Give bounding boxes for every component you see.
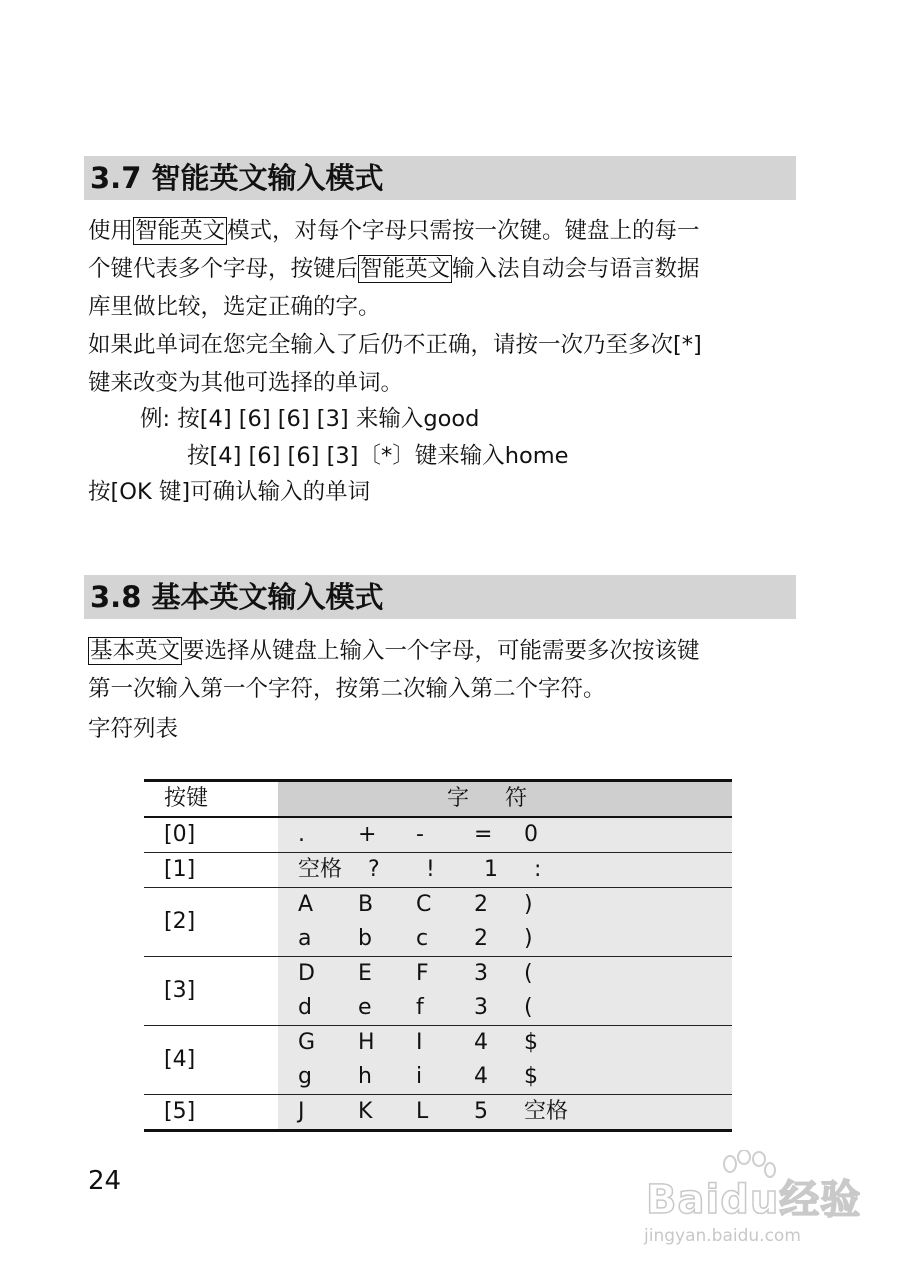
char-entry: 0: [524, 822, 538, 847]
table-row: [144, 1095, 732, 1131]
char-entry: 1: [484, 857, 498, 882]
char-entry: a: [298, 926, 312, 951]
char-entry: -: [416, 822, 424, 847]
char-entry: .: [298, 822, 305, 847]
char-entry: L: [416, 1099, 429, 1124]
example-line-2: 按[4] [6] [6] [3]〔*〕键来输入home: [187, 443, 569, 469]
char-entry: 3: [474, 961, 488, 986]
char-entry: 2: [474, 926, 488, 951]
section-3-8-body: [88, 632, 788, 748]
char-entry: B: [358, 892, 374, 917]
key-cell: [4]: [164, 1047, 196, 1072]
char-entry: d: [298, 995, 312, 1020]
paragraph-line: 库里做比较，选定正确的字。: [88, 294, 381, 320]
chars-line: [298, 1095, 732, 1129]
table-body: [144, 817, 732, 1131]
header-chars: 字符: [278, 781, 732, 818]
chars-line: [298, 922, 732, 956]
chars-cell: [278, 1026, 732, 1095]
section-3-8-heading: 3.8 基本英文输入模式: [84, 575, 796, 619]
chars-line: [298, 991, 732, 1025]
char-entry: 空格: [298, 857, 343, 882]
chars-line: [298, 957, 732, 991]
char-entry: g: [298, 1064, 312, 1089]
char-entry: G: [298, 1030, 316, 1055]
char-entry: I: [416, 1030, 423, 1055]
paragraph-line: 第一次输入第一个字符，按第二次输入第二个字符。: [88, 676, 606, 702]
paragraph-line: 键来改变为其他可选择的单词。: [88, 370, 404, 396]
key-cell: [3]: [164, 978, 196, 1003]
char-entry: $: [524, 1030, 538, 1055]
table-row: [144, 1026, 732, 1095]
char-entry: H: [358, 1030, 375, 1055]
boxed-term: 基本英文: [90, 638, 181, 664]
char-entry: 2: [474, 892, 488, 917]
char-entry: =: [474, 822, 493, 847]
chars-line: [298, 853, 732, 887]
section-3-7-heading: 3.7 智能英文输入模式: [84, 156, 796, 200]
paragraph-line: 如果此单词在您完全输入了后仍不正确，请按一次乃至多次[*]: [88, 332, 702, 358]
key-cell: [1]: [164, 857, 196, 882]
chars-cell: [278, 1095, 732, 1131]
char-entry: J: [298, 1099, 305, 1124]
confirm-line: 按[OK 键]可确认输入的单词: [88, 479, 371, 505]
chars-line: [298, 818, 732, 852]
text: 模式，对每个字母只需按一次键。键盘上的每一: [227, 218, 700, 244]
chars-line: [298, 1060, 732, 1094]
char-entry: (: [524, 961, 533, 986]
boxed-term: 智能英文: [135, 218, 226, 244]
chars-line: [298, 1026, 732, 1060]
header-key: 按键: [164, 786, 209, 811]
watermark-url: jingyan.baidu.com: [644, 1226, 801, 1246]
key-cell: [5]: [164, 1099, 196, 1124]
char-entry: 5: [474, 1099, 488, 1124]
char-entry: K: [358, 1099, 373, 1124]
char-entry: f: [416, 995, 424, 1020]
char-entry: A: [298, 892, 314, 917]
char-entry: 4: [474, 1064, 488, 1089]
text: 要选择从键盘上输入一个字母，可能需要多次按该键: [182, 638, 700, 664]
char-entry: i: [416, 1064, 423, 1089]
char-entry: F: [416, 961, 429, 986]
char-entry: E: [358, 961, 372, 986]
page-number: 24: [88, 1166, 122, 1196]
char-entry: :: [534, 857, 542, 882]
table-header-row: [144, 781, 732, 818]
chars-cell: [278, 888, 732, 957]
char-entry: 4: [474, 1030, 488, 1055]
chars-cell: [278, 853, 732, 888]
table-row: [144, 817, 732, 853]
paragraph-line: [88, 212, 788, 250]
paragraph-line: 字符列表: [88, 716, 179, 742]
character-table: [144, 779, 732, 1132]
char-entry: ?: [368, 857, 380, 882]
section-3-7-body: [88, 212, 788, 402]
char-entry: C: [416, 892, 432, 917]
example-line-1: 例: 按[4] [6] [6] [3] 来输入good: [140, 406, 480, 432]
char-entry: h: [358, 1064, 372, 1089]
text: 输入法自动会与语言数据: [452, 256, 700, 282]
text: 个键代表多个字母，按键后: [88, 256, 359, 282]
paragraph-line: [88, 632, 788, 670]
char-entry: +: [358, 822, 377, 847]
text: 使用: [88, 218, 134, 244]
char-entry: b: [358, 926, 372, 951]
char-entry: ): [524, 926, 533, 951]
table-row: [144, 888, 732, 957]
boxed-term: 智能英文: [360, 256, 451, 282]
char-entry: c: [416, 926, 429, 951]
char-entry: (: [524, 995, 533, 1020]
char-entry: e: [358, 995, 372, 1020]
char-entry: 3: [474, 995, 488, 1020]
paragraph-line: [88, 250, 788, 288]
watermark: [640, 1150, 890, 1260]
table-row: [144, 957, 732, 1026]
chars-line: [298, 888, 732, 922]
char-entry: ): [524, 892, 533, 917]
chars-cell: [278, 957, 732, 1026]
char-entry: $: [524, 1064, 538, 1089]
key-cell: [0]: [164, 822, 196, 847]
char-entry: 空格: [524, 1099, 569, 1124]
char-entry: !: [426, 857, 435, 882]
watermark-brand: Baidu经验: [646, 1177, 862, 1223]
key-cell: [2]: [164, 909, 196, 934]
table-row: [144, 853, 732, 888]
char-entry: D: [298, 961, 315, 986]
chars-cell: [278, 817, 732, 853]
